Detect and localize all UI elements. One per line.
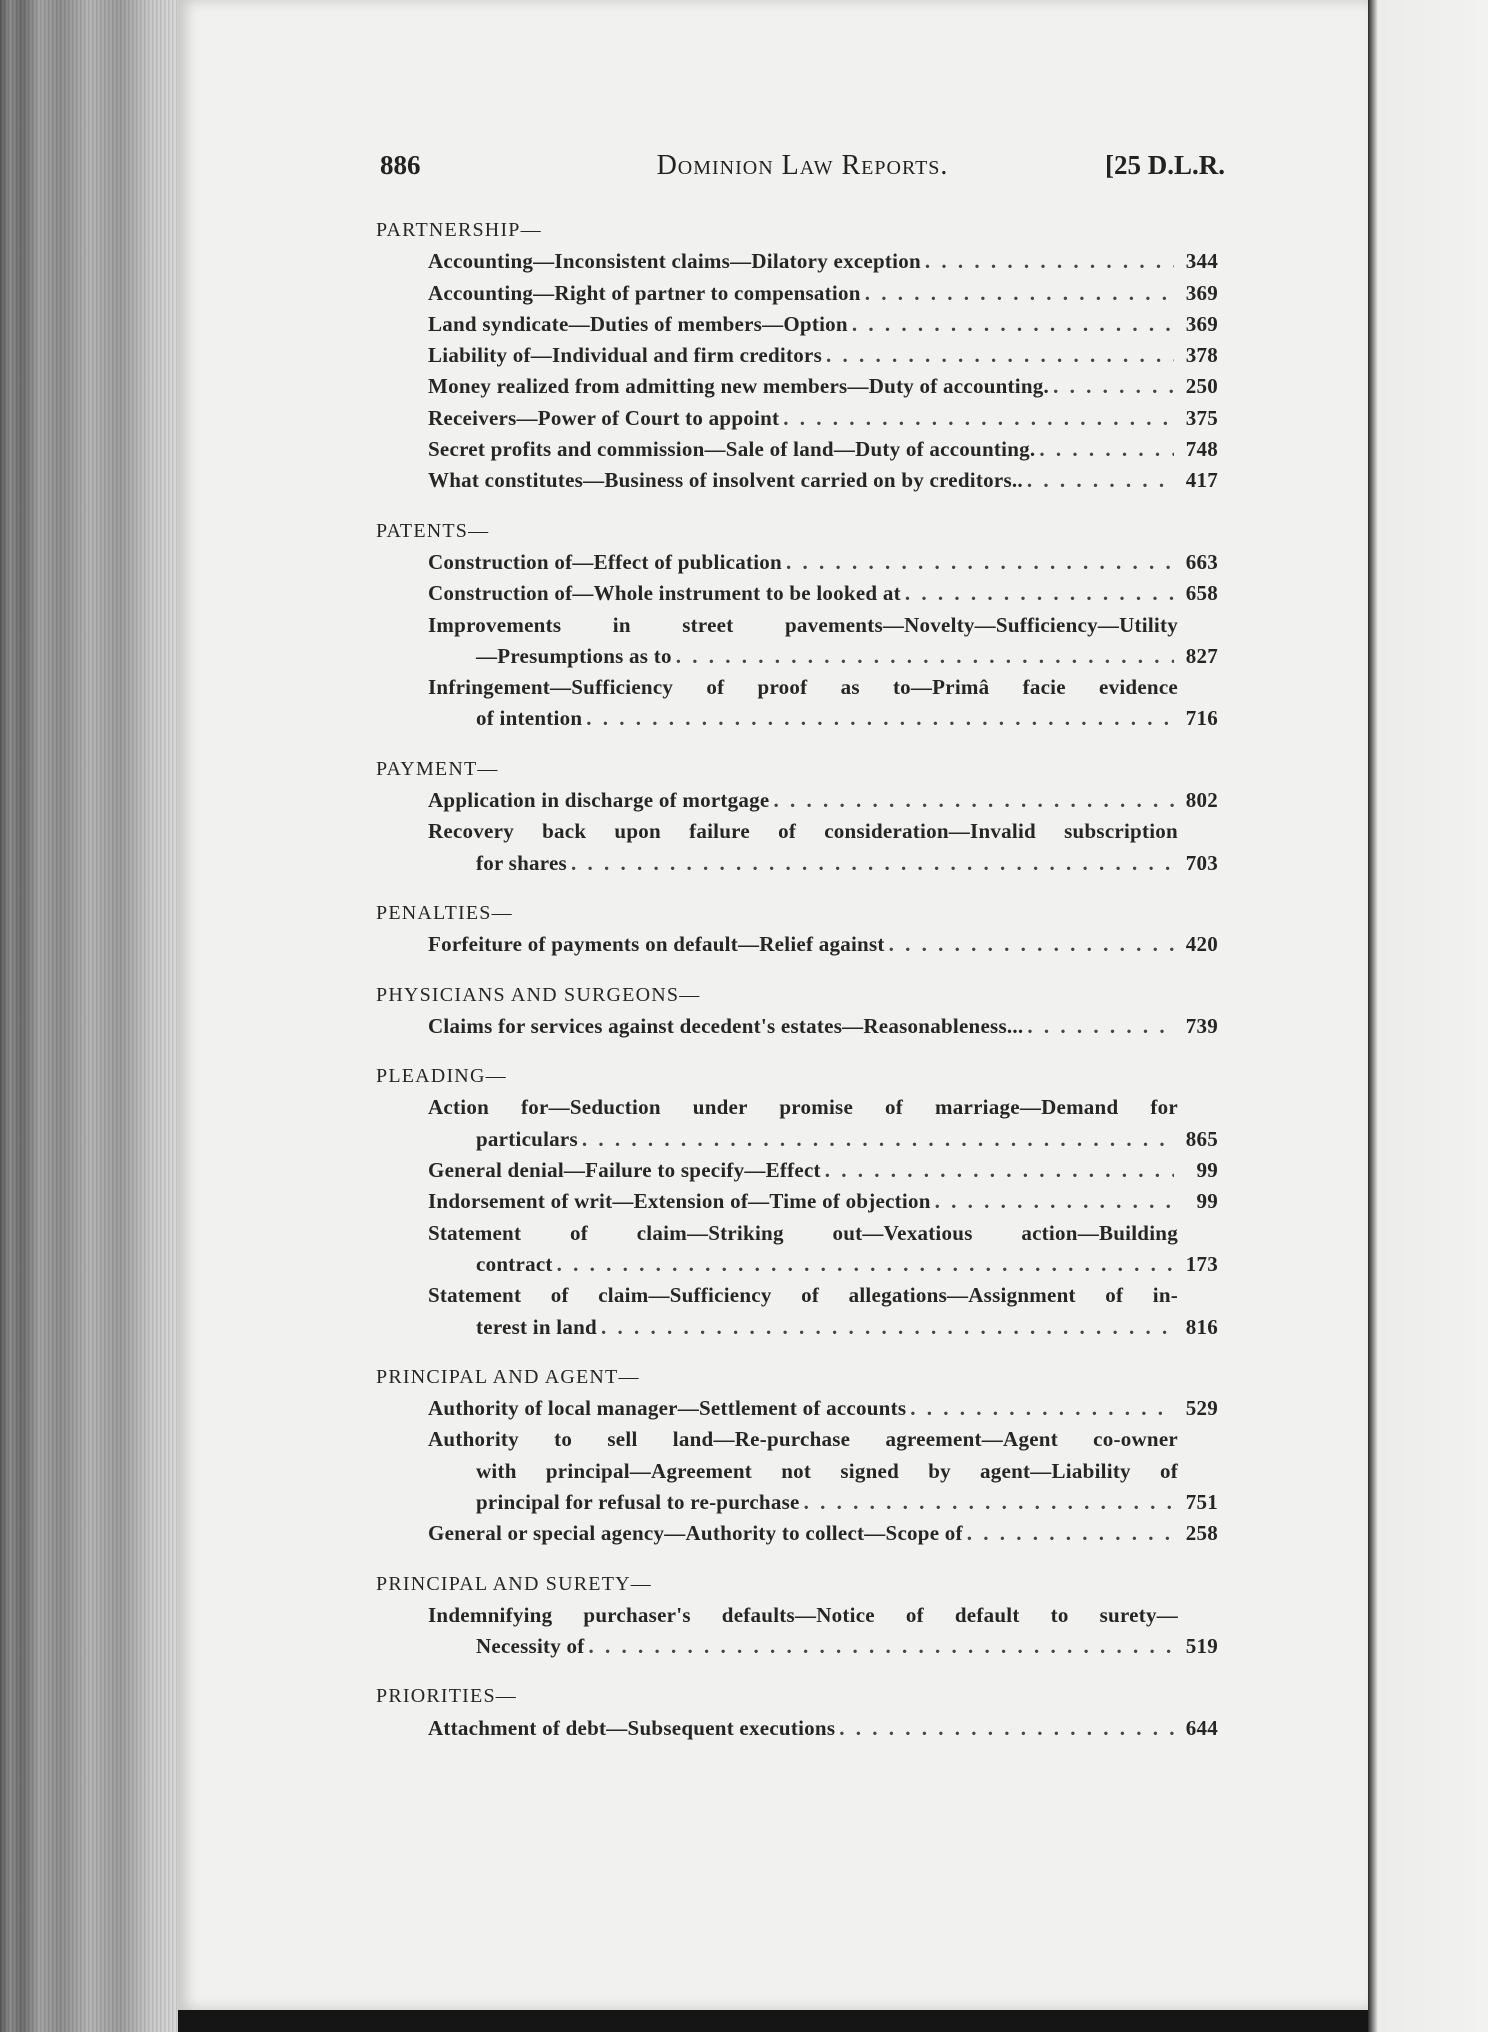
index-entry	[376, 403, 1218, 434]
entry-page-number: 816	[1185, 1314, 1218, 1339]
entry-line	[428, 929, 1178, 960]
volume-reference: [25 D.L.R.	[1105, 150, 1225, 180]
entry-line: Authority to sell land—Re-purchase agreement—Agent co-owner	[428, 1427, 1178, 1452]
entry-text: Application in discharge of mortgage	[428, 788, 770, 813]
entry-line: Improvements in street pavements—Novelty—Sufficiency—Utility	[428, 612, 1178, 637]
entry-text: Attachment of debt—Subsequent executions	[428, 1715, 836, 1740]
entry-line	[428, 1124, 1178, 1155]
entry-text: principal for refusal to re-purchase	[476, 1489, 800, 1514]
entry-line: Statement of claim—Striking out—Vexatious action—Building	[428, 1220, 1178, 1245]
index-section	[376, 215, 1218, 497]
index-entry	[376, 547, 1218, 578]
entry-text: Authority of local manager—Settlement of accounts	[428, 1396, 907, 1421]
entry-page-number: 519	[1185, 1634, 1218, 1659]
index-section	[376, 898, 1218, 961]
entry-text: —Presumptions as to	[476, 643, 672, 668]
entry-text: General denial—Failure to specify—Effect	[428, 1158, 821, 1183]
entry-text: Money realized from admitting new members—Duty of accounting.	[428, 374, 1050, 399]
entry-page-number: 99	[1196, 1189, 1218, 1214]
index-entry	[376, 1280, 1218, 1343]
entry-text: Construction of—Effect of publication	[428, 549, 782, 574]
index-section	[376, 754, 1218, 879]
entry-text: General or special agency—Authority to collect—Scope of	[428, 1521, 963, 1546]
entry-page-number: 369	[1185, 311, 1218, 336]
entry-page-number: 739	[1185, 1013, 1218, 1038]
entry-line: with principal—Agreement not signed by agent—Liability of	[476, 1458, 1178, 1483]
entry-line	[428, 340, 1178, 371]
index-entry	[376, 1518, 1218, 1549]
entry-line	[428, 1011, 1178, 1042]
index-entry	[376, 1155, 1218, 1186]
entry-line	[428, 641, 1178, 672]
entry-page-number: 173	[1185, 1251, 1218, 1276]
entry-text: What constitutes—Business of insolvent carried on by creditors..	[428, 468, 1023, 493]
entry-line: Recovery back upon failure of consideration—Invalid subscription	[428, 819, 1178, 844]
index-entry	[376, 610, 1218, 673]
entry-text: of intention	[476, 706, 583, 731]
index-entry	[376, 465, 1218, 496]
dot-leader	[786, 547, 1174, 578]
dot-leader	[826, 340, 1174, 371]
dot-leader	[852, 309, 1174, 340]
entry-line	[428, 1312, 1178, 1343]
entry-line	[428, 703, 1178, 734]
entry-text: Indorsement of writ—Extension of—Time of objection	[428, 1189, 931, 1214]
section-heading: PHYSICIANS AND SURGEONS—	[376, 983, 701, 1006]
section-heading: PARTNERSHIP—	[376, 219, 542, 241]
entry-line: Statement of claim—Sufficiency of allegations—Assignment of in-	[428, 1283, 1178, 1308]
entry-text: Forfeiture of payments on default—Relief against	[428, 932, 885, 957]
index-entry	[376, 578, 1218, 609]
entry-line	[428, 1186, 1178, 1217]
entry-page-number: 658	[1185, 581, 1218, 606]
page-number: 886	[380, 150, 421, 180]
entry-page-number: 663	[1185, 549, 1218, 574]
entry-line	[428, 1518, 1178, 1549]
dot-leader	[1027, 1011, 1174, 1042]
entry-line	[428, 371, 1178, 402]
dot-leader	[910, 1393, 1174, 1424]
entry-page-number: 369	[1185, 280, 1218, 305]
section-heading: PRINCIPAL AND SURETY—	[376, 1572, 652, 1595]
entry-page-number: 644	[1185, 1715, 1218, 1740]
index-entry	[376, 1393, 1218, 1424]
entry-line	[428, 1155, 1178, 1186]
dot-leader	[925, 246, 1174, 277]
dot-leader	[571, 848, 1174, 879]
entry-text: terest in land	[476, 1314, 597, 1339]
index-section	[376, 1569, 1218, 1663]
dot-leader	[783, 403, 1174, 434]
entry-line: Infringement—Sufficiency of proof as to—Primâ facie evidence	[428, 675, 1178, 700]
section-heading: PRINCIPAL AND AGENT—	[376, 1365, 640, 1388]
dot-leader	[582, 1124, 1174, 1155]
entry-page-number: 748	[1185, 437, 1218, 462]
index-entry	[376, 1186, 1218, 1217]
entry-line	[428, 1249, 1178, 1280]
entry-text: Accounting—Right of partner to compensation	[428, 280, 861, 305]
dot-leader	[804, 1487, 1174, 1518]
entry-line	[428, 309, 1178, 340]
entry-text: Land syndicate—Duties of members—Option	[428, 311, 848, 336]
dot-leader	[1053, 371, 1174, 402]
dot-leader	[601, 1312, 1174, 1343]
entry-page-number: 417	[1185, 468, 1218, 493]
entry-page-number: 250	[1185, 374, 1218, 399]
entry-line	[428, 278, 1178, 309]
index-content	[376, 215, 1218, 1763]
section-heading: PLEADING—	[376, 1065, 507, 1088]
entry-line	[428, 434, 1178, 465]
page-header	[380, 150, 1225, 190]
dot-leader	[889, 929, 1174, 960]
entry-text: Liability of—Individual and firm creditors	[428, 343, 822, 368]
index-entry	[376, 340, 1218, 371]
dot-leader	[589, 1631, 1174, 1662]
scan-bottom-border	[178, 2010, 1368, 2032]
facing-page-edge	[1368, 0, 1488, 2032]
entry-page-number: 99	[1196, 1158, 1218, 1183]
entry-page-number: 865	[1185, 1126, 1218, 1151]
index-entry	[376, 1713, 1218, 1744]
entry-line	[428, 547, 1178, 578]
running-title: Dominion Law Reports.	[656, 150, 949, 181]
entry-page-number: 378	[1185, 343, 1218, 368]
entry-line	[428, 465, 1178, 496]
index-entry	[376, 434, 1218, 465]
entry-line	[428, 1631, 1178, 1662]
entry-line: Action for—Seduction under promise of marriage—Demand for	[428, 1095, 1178, 1120]
section-heading: PENALTIES—	[376, 901, 513, 924]
index-entry	[376, 1600, 1218, 1663]
entry-line	[428, 785, 1178, 816]
entry-page-number: 703	[1185, 850, 1218, 875]
entry-page-number: 375	[1185, 405, 1218, 430]
section-heading: PATENTS—	[376, 519, 490, 542]
entry-text: Claims for services against decedent's estates—Reasonableness...	[428, 1013, 1024, 1038]
entry-page-number: 716	[1185, 706, 1218, 731]
entry-page-number: 802	[1185, 788, 1218, 813]
index-section	[376, 1362, 1218, 1550]
index-entry	[376, 1011, 1218, 1042]
entry-line	[428, 246, 1178, 277]
dot-leader	[825, 1155, 1174, 1186]
entry-text: contract	[476, 1251, 553, 1276]
book-binding-edge	[0, 0, 178, 2032]
entry-text: Necessity of	[476, 1634, 585, 1659]
index-entry	[376, 1424, 1218, 1518]
entry-page-number: 751	[1185, 1489, 1218, 1514]
entry-line: Indemnifying purchaser's defaults—Notice of default to surety—	[428, 1602, 1178, 1627]
section-heading: PAYMENT—	[376, 757, 499, 780]
dot-leader	[676, 641, 1174, 672]
entry-page-number: 827	[1185, 643, 1218, 668]
index-entry	[376, 785, 1218, 816]
entry-page-number: 258	[1185, 1521, 1218, 1546]
dot-leader	[839, 1713, 1174, 1744]
entry-line	[428, 403, 1178, 434]
index-entry	[376, 1218, 1218, 1281]
index-section	[376, 1681, 1218, 1744]
index-entry	[376, 371, 1218, 402]
index-entry	[376, 816, 1218, 879]
index-entry	[376, 309, 1218, 340]
entry-line	[428, 578, 1178, 609]
entry-page-number: 529	[1185, 1396, 1218, 1421]
section-heading: PRIORITIES—	[376, 1685, 517, 1708]
dot-leader	[1039, 434, 1174, 465]
index-entry	[376, 672, 1218, 735]
index-section	[376, 516, 1218, 735]
entry-text: Accounting—Inconsistent claims—Dilatory exception	[428, 249, 921, 274]
entry-page-number: 344	[1185, 249, 1218, 274]
entry-page-number: 420	[1185, 932, 1218, 957]
index-entry	[376, 929, 1218, 960]
dot-leader	[586, 703, 1174, 734]
dot-leader	[865, 278, 1174, 309]
dot-leader	[905, 578, 1174, 609]
index-entry	[376, 278, 1218, 309]
entry-text: Construction of—Whole instrument to be looked at	[428, 581, 901, 606]
dot-leader	[557, 1249, 1174, 1280]
index-entry	[376, 246, 1218, 277]
index-section	[376, 980, 1218, 1043]
index-entry	[376, 1092, 1218, 1155]
entry-line	[428, 1487, 1178, 1518]
entry-text: for shares	[476, 850, 567, 875]
dot-leader	[967, 1518, 1174, 1549]
entry-text: Receivers—Power of Court to appoint	[428, 405, 780, 430]
dot-leader	[773, 785, 1174, 816]
dot-leader	[1027, 465, 1174, 496]
dot-leader	[935, 1186, 1174, 1217]
index-section	[376, 1061, 1218, 1343]
entry-line	[428, 848, 1178, 879]
entry-line	[428, 1393, 1178, 1424]
entry-text: Secret profits and commission—Sale of land—Duty of accounting.	[428, 437, 1036, 462]
entry-text: particulars	[476, 1126, 578, 1151]
entry-line	[428, 1713, 1178, 1744]
